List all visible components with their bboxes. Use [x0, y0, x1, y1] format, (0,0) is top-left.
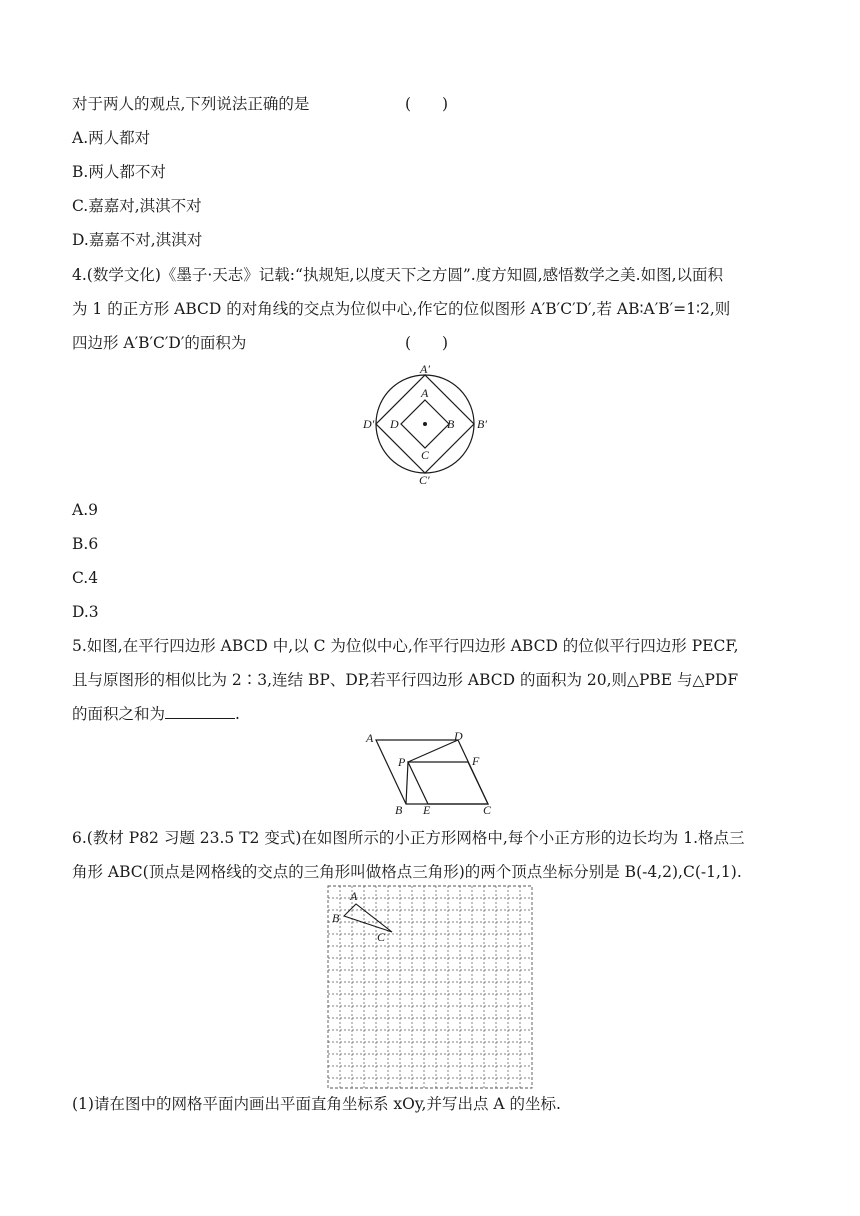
- q5-figure-parallelogram: [360, 728, 500, 818]
- q4-text-line2: 为 1 的正方形 ABCD 的对角线的交点为位似中心,作它的位似图形 A′B′C′D′,若 AB∶A′B′=1∶2,则: [72, 300, 731, 318]
- label-b-prime: B′: [477, 417, 487, 431]
- label-b: B: [395, 803, 403, 817]
- label-c-prime: C′: [419, 473, 430, 487]
- q3-option-b: B.两人都不对: [72, 163, 166, 181]
- q3-option-a: A.两人都对: [72, 129, 151, 147]
- q4-figure-circle-squares: [358, 360, 498, 488]
- q4-option-c: C.4: [72, 569, 99, 587]
- label-c: C: [421, 448, 430, 462]
- label-e: E: [423, 803, 431, 817]
- q3-answer-paren: ( ): [405, 95, 449, 113]
- q6-text-line1: 6.(教材 P82 习题 23.5 T2 变式)在如图所示的小正方形网格中,每个小正方形的边长均为 1.格点三: [72, 829, 745, 847]
- label-b: B: [447, 417, 455, 431]
- label-c: C: [483, 803, 492, 817]
- q3-stem: 对于两人的观点,下列说法正确的是: [72, 95, 310, 113]
- q6-sub1: (1)请在图中的网格平面内画出平面直角坐标系 xOy,并写出点 A 的坐标.: [72, 1095, 561, 1113]
- q5-text-line3: [72, 704, 240, 724]
- triangle-abc: [344, 904, 392, 932]
- label-a: A: [421, 386, 429, 400]
- q4-answer-paren: ( ): [405, 334, 449, 352]
- q3-option-d: D.嘉嘉不对,淇淇对: [72, 231, 203, 249]
- label-d-prime: D′: [363, 417, 375, 431]
- label-f: F: [472, 754, 480, 768]
- label-d: D: [454, 729, 463, 743]
- grid-lines: [328, 886, 532, 1088]
- q6-text-line2: 角形 ABC(顶点是网格线的交点的三角形叫做格点三角形)的两个顶点坐标分别是 B(-4,2),C(-1,1).: [72, 863, 742, 881]
- q4-option-b: B.6: [72, 535, 99, 553]
- label-a: A: [366, 731, 374, 745]
- q3-option-c: C.嘉嘉对,淇淇不对: [72, 197, 202, 215]
- label-d: D: [390, 417, 399, 431]
- label-a: A: [350, 889, 358, 903]
- label-b: B: [332, 911, 340, 925]
- label-p: P: [398, 755, 406, 769]
- label-c: C: [377, 930, 386, 944]
- center-point: [423, 422, 427, 426]
- segment-dp: [408, 740, 458, 762]
- q4-text-line1: 4.(数学文化)《墨子·天志》记载:“执规矩,以度天下之方圆”.度方知圆,感悟数学之美.如图,以面积: [72, 266, 724, 284]
- segment-bp: [406, 762, 408, 804]
- q6-figure-grid: [326, 884, 536, 1092]
- q4-option-a: A.9: [72, 501, 98, 519]
- q5-text-line2: 且与原图形的相似比为 2∶3,连结 BP、DP,若平行四边形 ABCD 的面积为 20,则△PBE 与△PDF: [72, 671, 739, 689]
- q5-text-line1: 5.如图,在平行四边形 ABCD 中,以 C 为位似中心,作平行四边形 ABCD 的位似平行四边形 PECF,: [72, 637, 739, 655]
- q5-answer-blank: [165, 704, 235, 719]
- q5-text-line3-lead: 的面积之和为: [72, 705, 166, 723]
- parallelogram-pecf: [408, 762, 488, 804]
- grid-border: [328, 886, 532, 1088]
- q5-text-line3-end: .: [235, 705, 240, 723]
- label-a-prime: A′: [420, 362, 430, 376]
- parallelogram-abcd: [376, 740, 488, 804]
- q4-option-d: D.3: [72, 603, 99, 621]
- q4-text-line3: 四边形 A′B′C′D′的面积为: [72, 334, 247, 352]
